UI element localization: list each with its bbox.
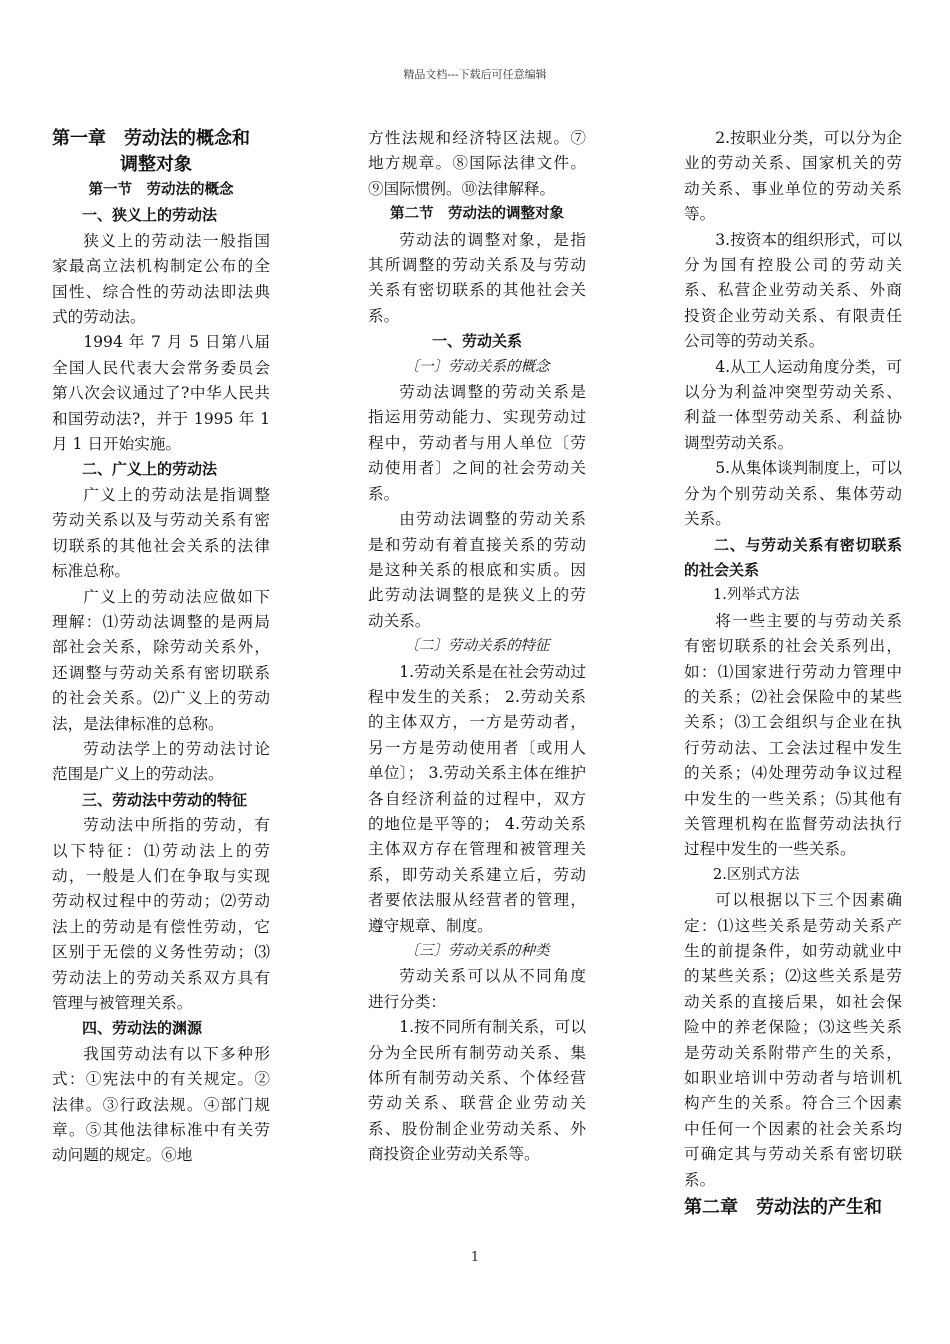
chapter-title-line1: 第一章 劳动法的概念和 — [52, 128, 250, 149]
paragraph: 1.按不同所有制关系，可以分为全民所有制劳动关系、集体所有制劳动关系、个体经营劳动关系、联营企业劳动关系、股份制企业劳动关系、外商投资企业劳动关系等。 — [368, 1018, 586, 1164]
paragraph: 将一些主要的与劳动关系有密切联系的社会关系列出，如：⑴国家进行劳动力管理中的关系；⑵社会保险中的某些关系；⑶工会组织与企业在执行劳动法、工会法过程中发生的关系；⑷处理劳动争议过程中发生的一些关系；⑸其他有关管理机构在监督劳动法执行过程中发生的一些关系。 — [684, 611, 902, 859]
chapter-title: 第二章 劳动法的产生和 — [684, 1197, 882, 1219]
paragraph: 广义上的劳动法应做如下理解：⑴劳动法调整的是两局部社会关系，除劳动关系外，还调整与劳动关系有密切联系的社会关系。⑵广义上的劳动法，是法律标准的总称。 — [52, 587, 270, 733]
subheading: 一、狭义上的劳动法 — [82, 206, 218, 225]
item-heading: 〔二〕劳动关系的特征 — [404, 638, 550, 655]
item-heading: 〔三〕劳动关系的种类 — [404, 943, 550, 959]
item-heading: 〔一〕劳动关系的概念 — [404, 358, 550, 375]
paragraph: 可以根据以下三个因素确定：⑴这些关系是劳动关系产生的前提条件，如劳动就业中的某些关系；⑵这些关系是劳动关系的直接后果，如社会保险中的养老保险；⑶这些关系是劳动关系附带产生的关系，如职业培训中劳动者与培训机构产生的关系。符合三个因素中任何一个因素的社会关系均可确定其与劳动关系有密切联系。 — [684, 891, 902, 1189]
paragraph: 狭义上的劳动法一般指国家最高立法机构制定公布的全国性、综合性的劳动法即法典式的劳动法。 — [52, 231, 270, 327]
chapter-title-line2: 调整对象 — [120, 154, 192, 175]
page-number: 1 — [470, 1250, 480, 1265]
paragraph: 1.劳动关系是在社会劳动过程中发生的关系； 2.劳动关系的主体双方，一方是劳动者，另一方是劳动使用者〔或用人单位〕； 3.劳动关系主体在维护各自经济利益的过程中，双方的地位是平等的； 4.劳动关系主体双方存在管理和被管理关系，即劳动关系建立后，劳动者要依法服从经营者的管理，遵守规章、制度。 — [368, 662, 586, 935]
paragraph: 劳动法调整的劳动关系是指运用劳动能力、实现劳动过程中，劳动者与用人单位〔劳动使用者〕之间的社会劳动关系。 — [368, 383, 586, 503]
section-heading: 第一节 劳动法的概念 — [88, 182, 234, 198]
item-heading: 1.列举式方法 — [713, 587, 800, 604]
column-3 — [684, 126, 902, 1221]
subheading: 一、劳动关系 — [431, 332, 522, 351]
paragraph: 3.按资本的组织形式，可以分为国有控股公司的劳动关系、私营企业劳动关系、外商投资企业劳动关系、有限责任公司等的劳动关系。 — [684, 230, 902, 351]
subheading: 二、广义上的劳动法 — [82, 460, 218, 479]
item-heading: 2.区别式方法 — [713, 866, 800, 883]
paragraph: 方性法规和经济特区法规。⑦地方规章。⑧国际法律文件。⑨国际惯例。⑩法律解释。 — [368, 129, 586, 198]
paragraph: 4.从工人运动角度分类，可以分为利益冲突型劳动关系、利益一体型劳动关系、利益协调型劳动关系。 — [684, 357, 902, 452]
paragraph: 广义上的劳动法是指调整劳动关系以及与劳动关系有密切联系的其他社会关系的法律标准总称。 — [52, 485, 270, 581]
column-1 — [52, 126, 270, 1169]
paragraph: 1994 年 7 月 5 日第八届全国人民代表大会常务委员会第八次会议通过了?中华人民共和国劳动法?，并于 1995 年 1 月 1 日开始实施。 — [52, 333, 270, 454]
paragraph: 劳动法的调整对象，是指其所调整的劳动关系及与劳动关系有密切联系的其他社会关系。 — [368, 230, 586, 325]
paragraph: 劳动关系可以从不同角度进行分类： — [368, 967, 586, 1011]
paragraph: 劳动法中所指的劳动，有以下特征：⑴劳动法上的劳动，一般是人们在争取与实现劳动权过程中的劳动；⑵劳动法上的劳动是有偿性劳动，它区别于无偿的义务性劳动；⑶劳动法上的劳动关系双方具有管理与被管理关系。 — [52, 816, 270, 1012]
paragraph: 2.按职业分类，可以分为企业的劳动关系、国家机关的劳动关系、事业单位的劳动关系等。 — [684, 129, 902, 224]
chapter-title — [52, 126, 270, 178]
paragraph: 由劳动法调整的劳动关系是和劳动有着直接关系的劳动是这种关系的根底和实质。因此劳动法调整的是狭义上的劳动关系。 — [368, 510, 586, 630]
section-heading: 第二节 劳动法的调整对象 — [390, 206, 564, 223]
paragraph: 5.从集体谈判制度上，可以分为个别劳动关系、集体劳动关系。 — [684, 459, 902, 529]
column-2 — [368, 126, 586, 1168]
paragraph: 我国劳动法有以下多种形式：①宪法中的有关规定。②法律。③行政法规。④部门规章。⑤其他法律标准中有关劳动问题的规定。⑥地 — [52, 1044, 270, 1165]
page-header: 精品文档---下载后可任意编辑 — [403, 68, 547, 81]
paragraph: 劳动法学上的劳动法讨论范围是广义上的劳动法。 — [52, 739, 270, 784]
subheading: 三、劳动法中劳动的特征 — [82, 790, 248, 809]
subheading: 四、劳动法的渊源 — [82, 1019, 203, 1038]
subheading: 二、与劳动关系有密切联系的社会关系 — [684, 535, 902, 579]
